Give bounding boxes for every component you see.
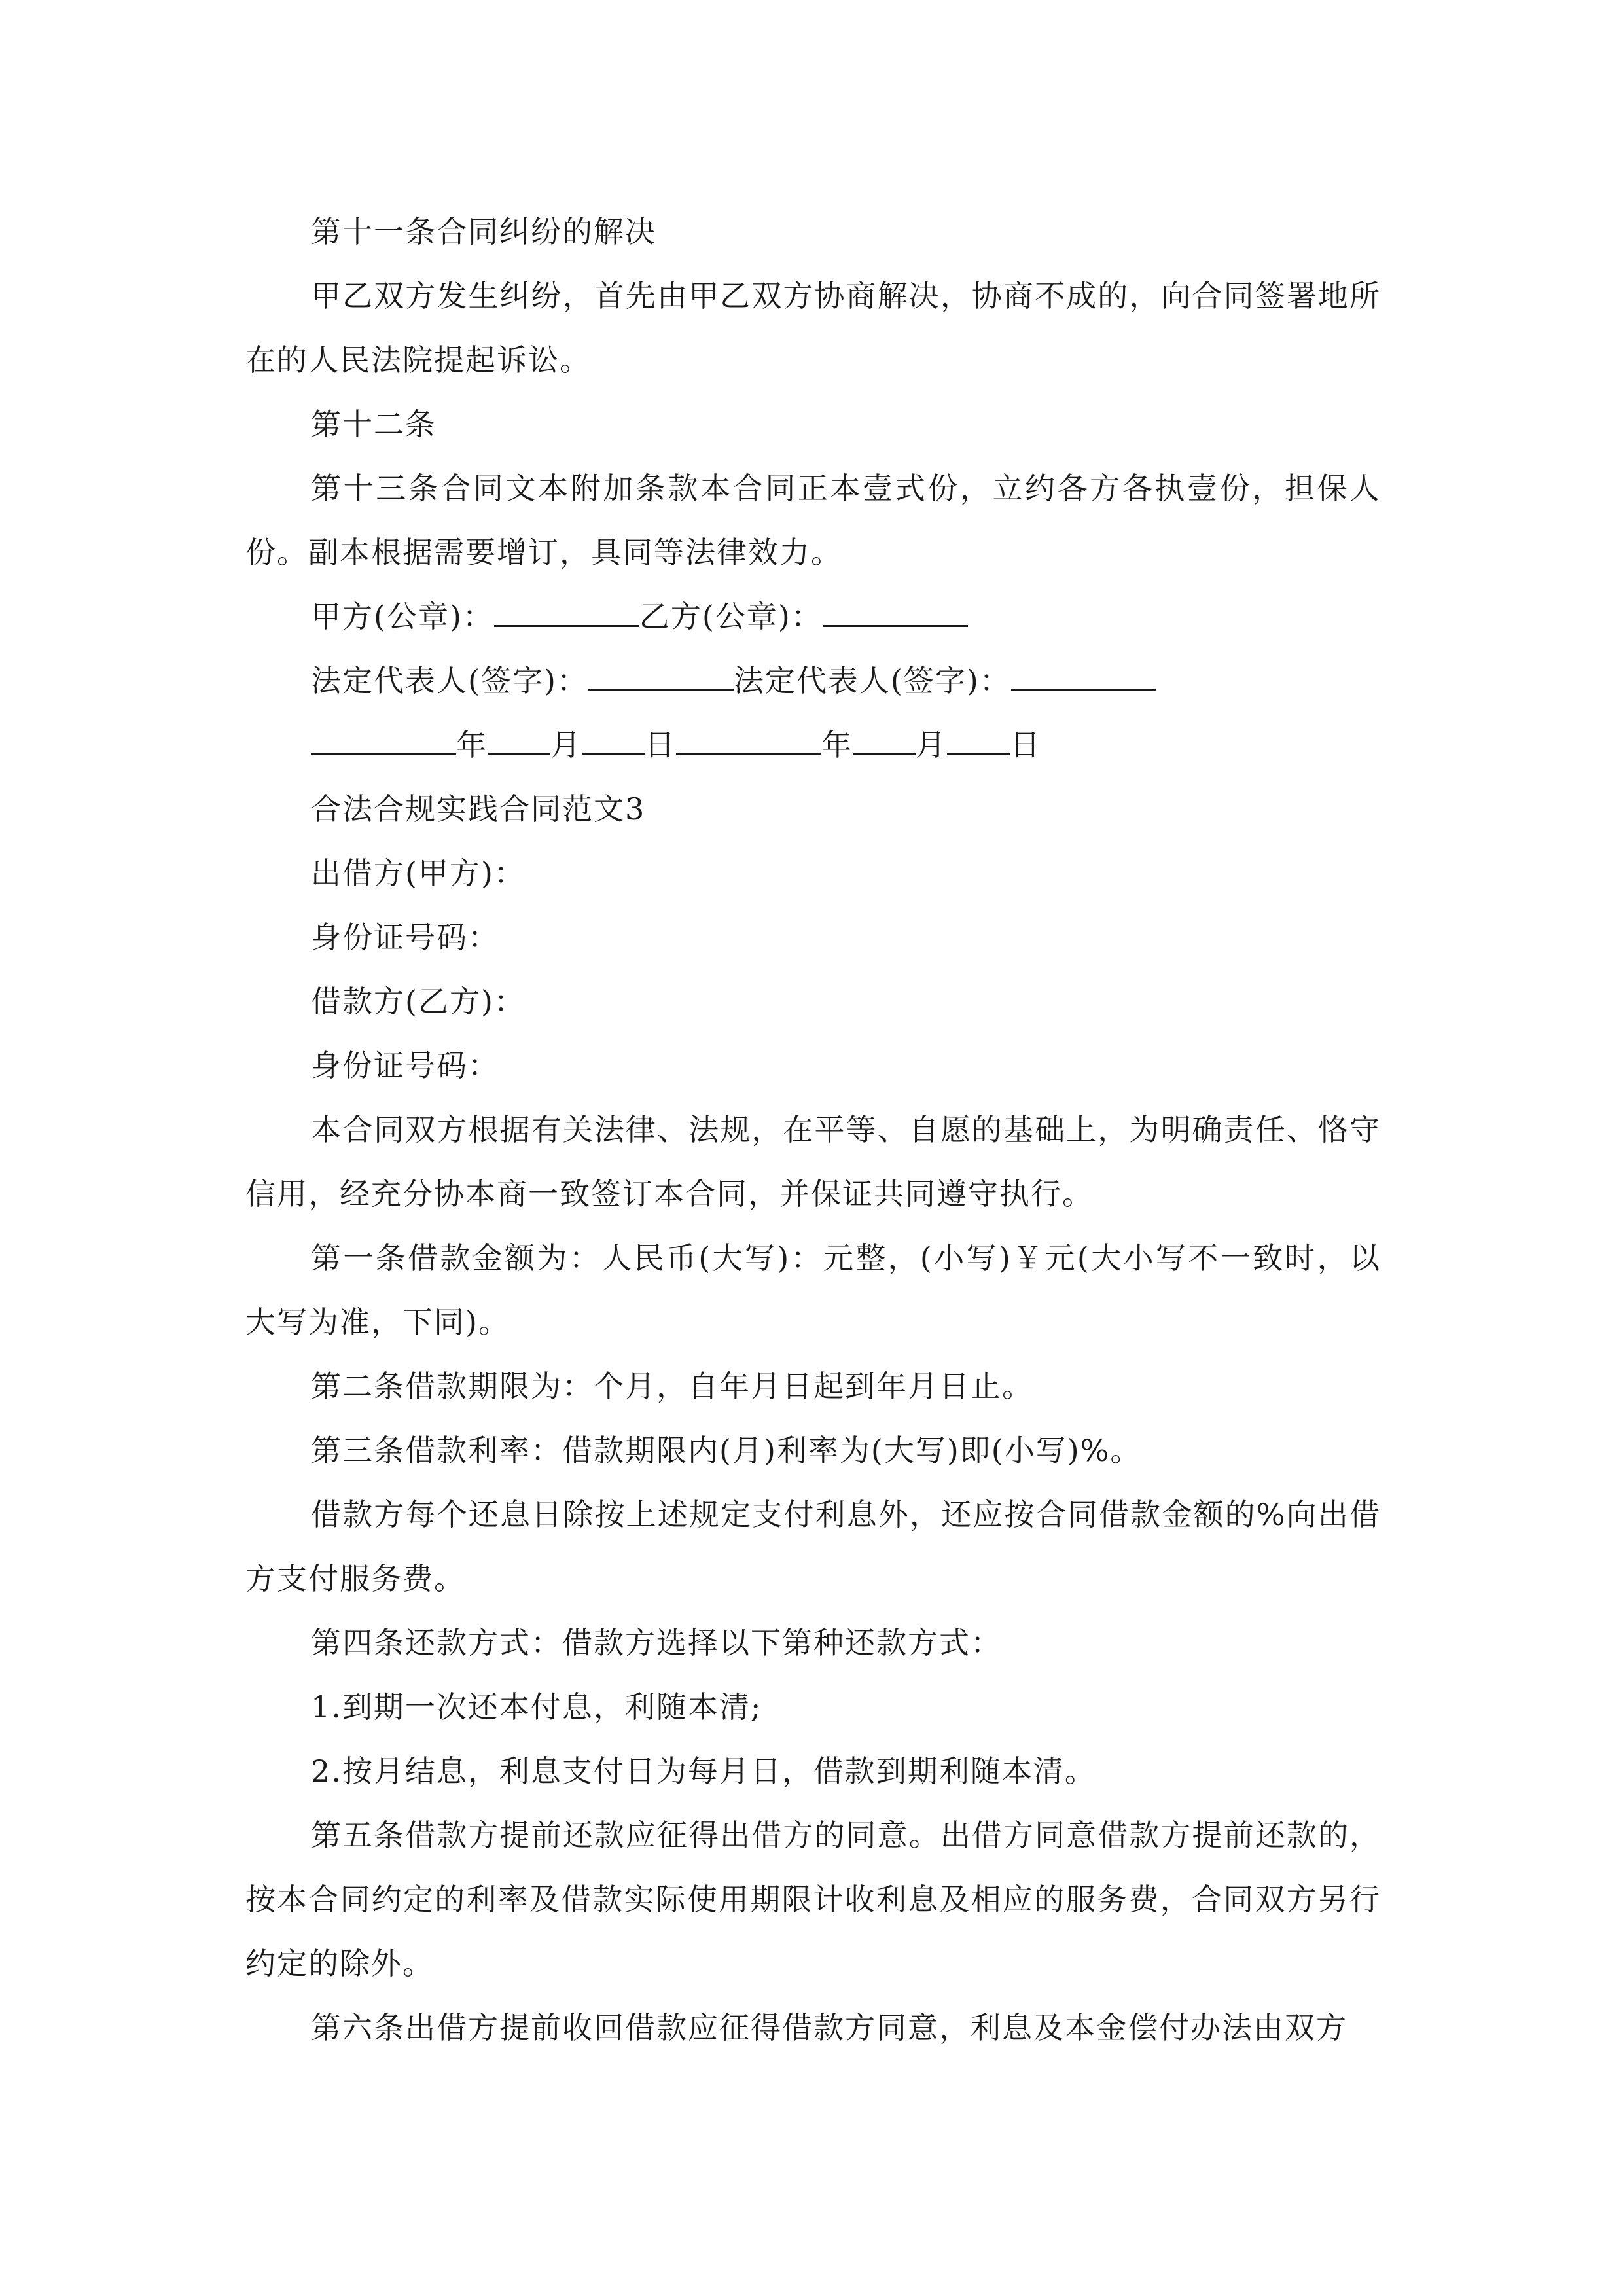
party-a-seal-label: 甲方(公章)： — [311, 599, 494, 634]
year-b-label: 年 — [821, 727, 853, 762]
month-a-label: 月 — [550, 727, 582, 762]
legal-rep-b-label: 法定代表人(签字)： — [733, 663, 1011, 698]
month-b-label: 月 — [916, 727, 947, 762]
preamble-text: 本合同双方根据有关法律、法规，在平等、自愿的基础上，为明确责任、恪守信用，经充分协本商一致签订本合同，并保证共同遵守执行。 — [245, 1112, 1381, 1211]
section-title: 合法合规实践合同范文3 — [311, 791, 646, 827]
party-a-seal-blank — [494, 601, 639, 627]
article-4-text: 第四条还款方式：借款方选择以下第种还款方式： — [311, 1625, 1002, 1660]
repayment-option-2: 2.按月结息，利息支付日为每月日，借款到期利随本清。 — [311, 1753, 1096, 1789]
service-fee-text: 借款方每个还息日除按上述规定支付利息外，还应按合同借款金额的%向出借方支付服务费。 — [245, 1497, 1381, 1596]
party-b-seal-blank — [823, 601, 968, 627]
month-b-blank — [853, 730, 916, 755]
article-5-text: 第五条借款方提前还款应征得出借方的同意。出借方同意借款方提前还款的，按本合同约定的利率及借款实际使用期限计收利息及相应的服务费，合同双方另行约定的除外。 — [245, 1818, 1381, 1981]
year-a-label: 年 — [456, 727, 488, 762]
day-b-blank — [947, 730, 1010, 755]
document-body — [245, 200, 1381, 2060]
article-11-text: 甲乙双方发生纠纷，首先由甲乙双方协商解决，协商不成的，向合同签署地所在的人民法院提起诉讼。 — [245, 278, 1381, 378]
article-11-heading: 第十一条合同纠纷的解决 — [311, 214, 656, 249]
year-b-blank — [676, 730, 821, 755]
article-12-heading: 第十二条 — [311, 406, 437, 442]
lender-field: 出借方(甲方)： — [311, 855, 526, 891]
month-a-blank — [488, 730, 550, 755]
legal-rep-line — [245, 649, 1381, 713]
legal-rep-a-blank — [588, 666, 734, 691]
article-6-text: 第六条出借方提前收回借款应征得借款方同意，利息及本金偿付办法由双方 — [311, 2010, 1347, 2045]
repayment-option-1: 1.到期一次还本付息，利随本清; — [311, 1689, 762, 1725]
article-3-text: 第三条借款利率：借款期限内(月)利率为(大写)即(小写)%。 — [311, 1433, 1142, 1468]
borrower-id-field: 身份证号码： — [311, 1048, 499, 1083]
date-line — [245, 713, 1381, 777]
party-b-seal-label: 乙方(公章)： — [639, 599, 823, 634]
year-a-blank — [311, 730, 456, 755]
seal-line — [245, 584, 1381, 649]
borrower-field: 借款方(乙方)： — [311, 984, 526, 1019]
day-b-label: 日 — [1010, 727, 1041, 762]
article-2-text: 第二条借款期限为：个月，自年月日起到年月日止。 — [311, 1369, 1033, 1404]
article-1-text: 第一条借款金额为：人民币(大写)：元整，(小写)￥元(大小写不一致时，以大写为准，下同)。 — [245, 1240, 1381, 1340]
legal-rep-b-blank — [1011, 666, 1156, 691]
day-a-label: 日 — [645, 727, 676, 762]
article-13-text: 第十三条合同文本附加条款本合同正本壹式份，立约各方各执壹份，担保人份。副本根据需要增订，具同等法律效力。 — [245, 471, 1381, 570]
legal-rep-a-label: 法定代表人(签字)： — [311, 663, 588, 698]
lender-id-field: 身份证号码： — [311, 920, 499, 955]
day-a-blank — [582, 730, 645, 755]
